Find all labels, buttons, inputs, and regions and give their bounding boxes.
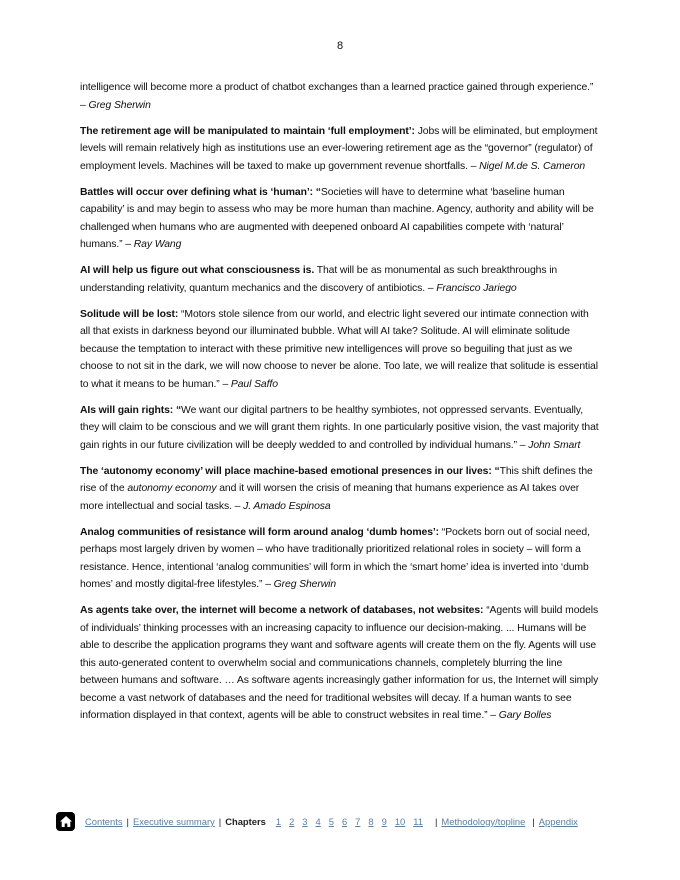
chapter-link-8[interactable]: 8 (368, 816, 374, 827)
italic-text: autonomy economy (127, 483, 217, 494)
appendix-link[interactable]: Appendix (538, 816, 578, 827)
chapter-links (276, 816, 431, 827)
paragraph-heading: Analog communities of resistance will form around analog ‘dumb homes’: (80, 526, 440, 538)
italic-text: Nigel M.de S. Cameron (479, 160, 586, 172)
chapter-link-2[interactable]: 2 (289, 816, 295, 827)
separator: | (218, 816, 222, 827)
chapter-link-6[interactable]: 6 (341, 816, 348, 827)
italic-text: Ray Wang (133, 239, 182, 250)
italic-text: Gary Bolles (498, 710, 552, 721)
chapter-link-3[interactable]: 3 (302, 816, 308, 827)
chapter-link-11[interactable]: 11 (413, 816, 423, 827)
footer-navigation (56, 812, 578, 831)
quote-paragraph (80, 602, 600, 725)
methodology-link[interactable]: Methodology/topline (441, 816, 526, 827)
paragraph-text: This shift defines the rise of the (80, 465, 593, 494)
paragraph-heading: Solitude will be lost: (80, 308, 179, 320)
paragraph-text: “Motors stole silence from our world, and electric light severed our intimate connection with all that exists in darkness beyond our illuminated bubble. What will AI take? Solitude. AI will eliminate solitude because the temptation to interact with these primitive new intelligences will prove so beguiling that just as we choose to not sit in the dark, we will now choose to never be alone. Too late, we will realize that solitude is essential to what it means to be human.” – (80, 308, 598, 390)
quote-paragraph (80, 463, 600, 516)
quote-paragraph (80, 402, 600, 455)
paragraph-text: Jobs will be eliminated, but employment levels will remain relatively high as institutions use an ever-lowering retirement age as the “governor” (regulator) of employment levels. Machines will be taxed to make up government revenue shortfalls. – (80, 125, 598, 172)
paragraph-text: “Agents will build models of individuals’ thinking processes with an increasing capacity to influence our decision-making. ... Humans will be able to describe the application programs they want and software agents will create them on the fly. Agents will use this auto-generated content to overwhelm social and communications channels, completely blurring the line between humans and software. … As software agents increasingly gather information for us, the Internet will simply become a vast network of databases and the need for traditional websites will decay. If a human wants to see information displayed in that context, agents will be able to construct websites in real time.” – (80, 605, 599, 721)
paragraph-heading: Battles will occur over defining what is ‘human’: “ (80, 186, 321, 198)
paragraph-heading: As agents take over, the internet will become a network of databases, not websites: (80, 605, 484, 616)
paragraph-text: and it will worsen the crisis of meaning that humans experience as AI takes over more intellectual and social tasks. – (80, 483, 580, 512)
italic-text: Paul Saffo (230, 378, 278, 390)
separator: | (126, 816, 129, 827)
italic-text: Francisco Jariego (436, 282, 517, 294)
contents-link[interactable]: Contents (85, 816, 123, 827)
paragraph-heading: AIs will gain rights: “ (80, 404, 182, 416)
italic-text: Greg Sherwin (88, 99, 151, 111)
quote-paragraph (80, 262, 600, 297)
chapter-link-1[interactable]: 1 (275, 816, 282, 827)
executive-summary-link[interactable]: Executive summary (132, 816, 215, 827)
chapter-link-7[interactable]: 7 (355, 816, 361, 827)
home-icon (60, 816, 72, 827)
paragraph-text: Societies will have to determine what ‘baseline human capability’ is and may begin to assess who may be more human than machine. Agency, authority and ability will be challenged when humans who are augmented with deepened onboard AI capabilities compete with ‘natural’ humans.” – (80, 186, 594, 250)
quote-paragraph (80, 79, 600, 114)
chapter-link-9[interactable]: 9 (381, 816, 387, 827)
paragraph-heading: The ‘autonomy economy’ will place machine-based emotional presences in our lives: “ (80, 465, 500, 477)
home-button[interactable] (56, 812, 75, 831)
paragraph-heading: The retirement age will be manipulated to maintain ‘full employment’: (80, 125, 415, 137)
separator: | (434, 816, 438, 827)
italic-text: John Smart (528, 439, 581, 451)
quote-paragraph (80, 123, 600, 176)
document-body (80, 79, 600, 733)
italic-text: J. Amado Espinosa (243, 500, 331, 512)
chapters-label: Chapters (225, 816, 266, 827)
paragraph-text: That will be as monumental as such breakthroughs in understanding relativity, quantum mechanics and the discovery of antibiotics. – (80, 265, 558, 294)
paragraph-text: “Pockets born out of social need, perhaps most largely driven by women – who have traditionally prioritized relational roles in society – will form a resistance. Hence, intentional ‘analog communities’ will form in which the ‘smart home’ idea is inverted into ‘dumb homes’ and mostly digital-free lifestyles.” – (80, 526, 590, 590)
italic-text: Greg Sherwin (273, 579, 336, 590)
chapter-link-10[interactable]: 10 (394, 816, 406, 827)
quote-paragraph (80, 306, 600, 394)
paragraph-heading: AI will help us figure out what consciousness is. (80, 265, 315, 276)
page-number: 8 (336, 40, 344, 52)
quote-paragraph (80, 184, 600, 254)
paragraph-text: intelligence will become more a product of chatbot exchanges than a learned practice gained through experience.” – (80, 82, 594, 111)
quote-paragraph (80, 524, 600, 594)
paragraph-text: We want our digital partners to be healthy symbiotes, not oppressed servants. Eventually, they will claim to be conscious and we will grant them rights. In one particularly positive vision, the vast majority that gain rights in our future civilization will be deeply wedded to and controlled by individual humans.” – (80, 404, 599, 451)
separator: | (532, 816, 535, 827)
chapter-link-5[interactable]: 5 (328, 816, 334, 827)
chapter-link-4[interactable]: 4 (315, 816, 321, 827)
